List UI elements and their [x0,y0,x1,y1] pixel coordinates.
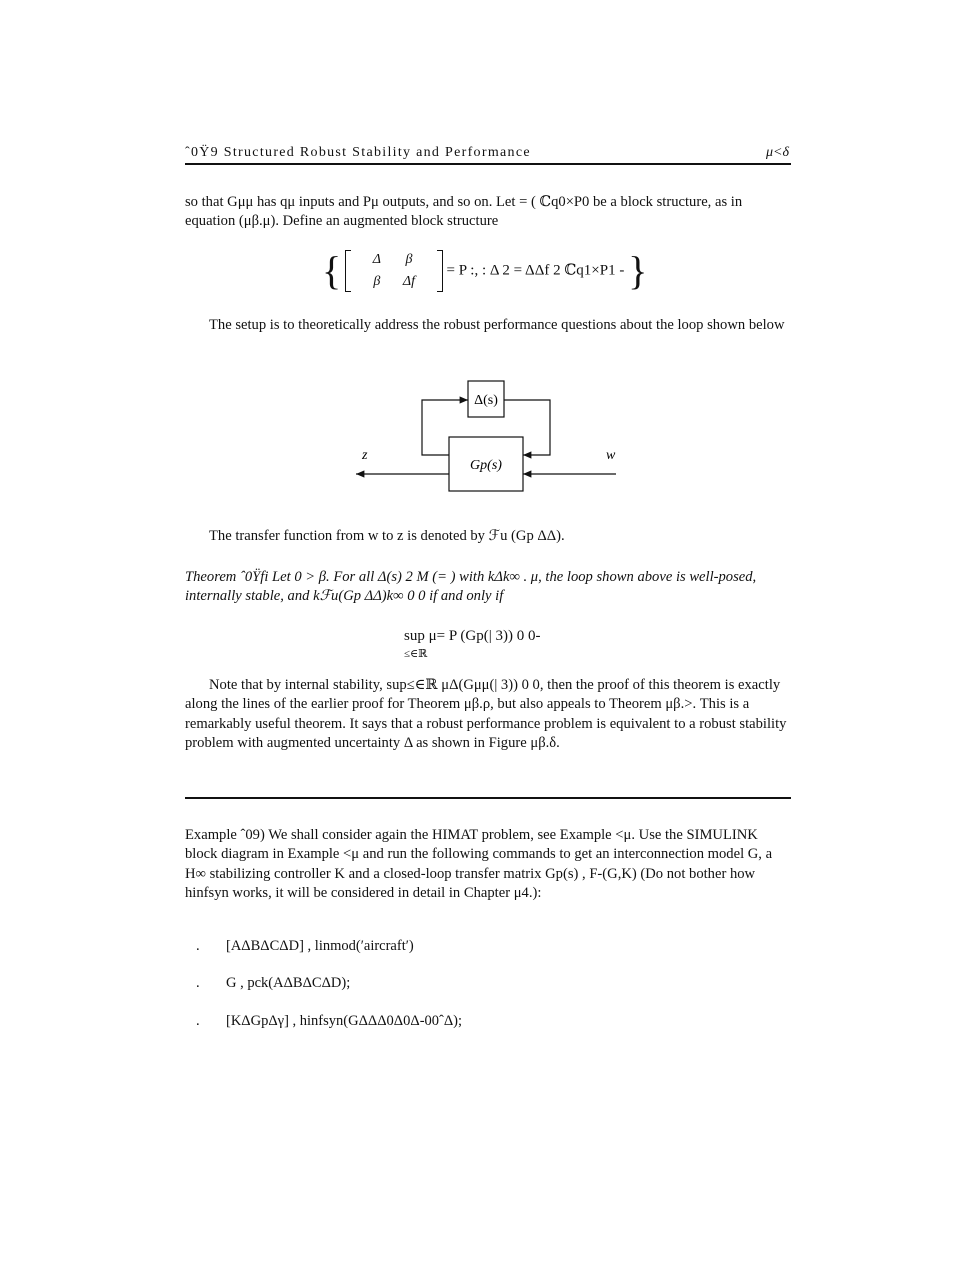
paragraph-setup [185,316,791,335]
command-item [196,975,350,992]
w-label: w [606,448,616,463]
right-brace: } [628,248,648,293]
equation-sup [404,628,540,662]
paragraph-block-structure [185,193,791,232]
bullet: . [196,938,200,954]
equation-text: sup μ= P (Gp(| 3)) 0 0- [404,628,541,644]
equation-text: = P :, : Δ 2 = ΔΔf 2 ℂq1×P1 - [446,262,625,279]
loop-block-diagram [340,375,640,505]
paragraph-transfer-function [185,527,791,546]
horizontal-rule [185,797,791,799]
theorem [185,568,791,607]
matrix-cell: Δf [402,274,416,289]
matrix-cell: Δ [372,252,381,267]
matrix-left-bracket [345,250,351,292]
gp-label: Gp(s) [470,458,502,473]
running-header [185,143,791,165]
matrix-cell: β [373,274,381,289]
left-brace: { [322,248,342,293]
block-matrix [361,248,427,294]
theorem-text: Theorem ˆ0Ÿfi Let 0 > β. For all Δ(s) 2 M (= ) with kΔk∞ . μ, the loop shown above is well-posed, internally stable, and kℱu(Gp ΔΔ)k∞ 0 0 if and only if [185,569,757,605]
example-paragraph [185,826,791,903]
paragraph-text: Note that by internal stability, sup≤∈ℝ μΔ(Gμμ(| 3)) 0 0, then the proof of this theorem is exactly along the lines of the earlier proof for Theorem μβ.ρ, but also appeals to Theorem μβ.>. This is a remarkably useful theorem. It says that a robust performance problem is equivalent to a robust stability problem with augmented uncertainty Δ as shown in Figure μβ.δ. [185,677,787,751]
matrix-right-bracket [437,250,443,292]
command-text: G , pck(AΔBΔCΔD); [226,975,351,991]
bullet: . [196,1013,200,1029]
equation-subscript: ≤∈ℝ [404,648,428,660]
example-text: Example ˆ09) We shall consider again the HIMAT problem, see Example <μ. Use the SIMULINK block diagram in Example <μ and run the following commands to get an interconnection model G, a H∞ stabilizing controller K and a closed-loop transfer matrix Gp(s) , F-(G,K) (Do not bother how hinfsyn works, it will be considered in detail in Chapter μ4.): [185,827,773,901]
delta-label: Δ(s) [474,393,498,408]
equation-augmented-structure [322,248,647,294]
paragraph-text: so that Gμμ has qμ inputs and Pμ outputs, and so on. Let = ( ℂq0×P0 be a block structure, as in equation (μβ.μ). Define an augmented block structure [185,194,743,230]
section-title: ˆ0Ÿ9 Structured Robust Stability and Performance [185,145,531,160]
command-text: [KΔGpΔγ] , hinfsyn(GΔΔΔ0Δ0Δ-00ˆΔ); [226,1013,463,1029]
paragraph-text: The transfer function from w to z is denoted by ℱu (Gp ΔΔ). [209,528,565,544]
command-item [196,1013,462,1030]
command-text: [AΔBΔCΔD] , linmod(′aircraft′) [226,938,414,954]
diagram-svg [340,375,640,505]
bullet: . [196,975,200,991]
command-item [196,938,414,955]
paragraph-text: The setup is to theoretically address the robust performance questions about the loop shown below [209,317,785,333]
page-number: μ<δ [766,145,789,160]
paragraph-note [185,676,791,753]
z-label: z [362,448,368,463]
matrix-cell: β [405,252,413,267]
